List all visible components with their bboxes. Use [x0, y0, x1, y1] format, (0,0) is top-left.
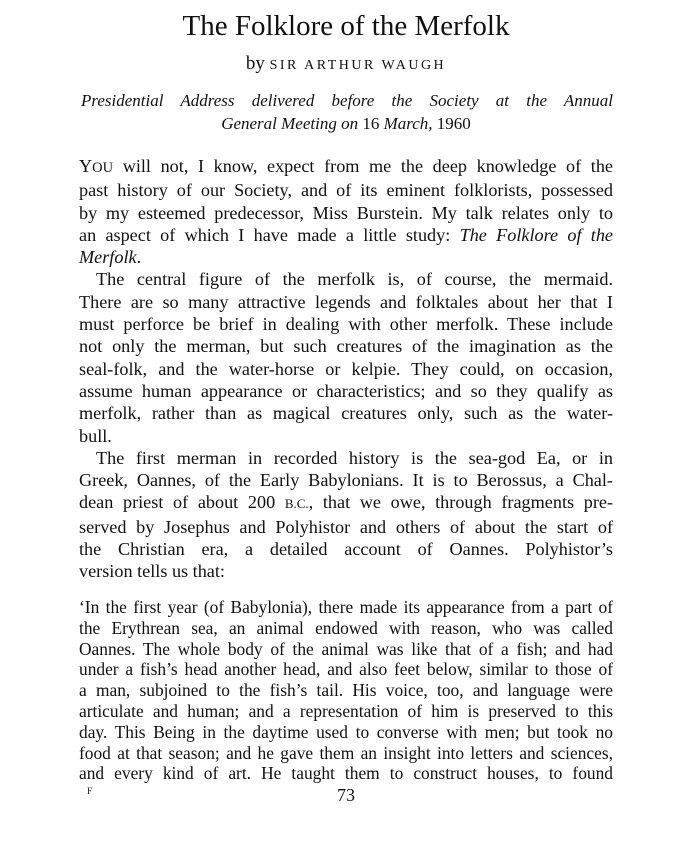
block-quote: [79, 597, 613, 784]
article-subtitle: [79, 89, 613, 135]
signature-mark: F: [87, 786, 93, 796]
quote-line: the Erythrean sea, an animal endowed with reason, who was called: [79, 617, 613, 638]
line-text: dean priest of about: [79, 492, 248, 513]
subtitle-month: March,: [379, 114, 437, 133]
line-text: , that we owe, through fragments pre-: [308, 492, 614, 513]
lead-cap: Y: [79, 156, 93, 176]
text-line: version tells us that:: [79, 561, 225, 582]
era-abbrev: B.C.: [284, 496, 309, 512]
subtitle-line-1: Presidential Address delivered before the Society at the Annual: [81, 91, 613, 110]
text-line: by my esteemed predecessor, Miss Burstein. My talk relates only to: [79, 202, 613, 223]
paragraph-2: [79, 268, 613, 446]
quote-line: under a fish’s head another head, and also feet below, similar to those of: [79, 659, 613, 680]
line-text: an aspect of which I have made a little study:: [79, 224, 460, 245]
year-number: 200: [247, 492, 276, 513]
text-line: The first merman in recorded history is the sea-god Ea, or in: [96, 447, 613, 468]
subtitle-day: 16: [362, 114, 380, 133]
text-line: [79, 491, 613, 515]
quote-line: Oannes. The whole body of the animal was like that of a fish; and had: [79, 638, 613, 659]
paragraph-3: [79, 447, 613, 583]
subtitle-line-2: [221, 114, 471, 133]
subtitle-year: 1960: [436, 114, 471, 133]
text-line: merfolk, rather than as magical creatures only, such as the water-: [79, 403, 613, 424]
text-line: [79, 246, 613, 268]
author-name: SIR ARTHUR WAUGH: [269, 58, 447, 73]
text-line: [79, 224, 613, 246]
text-line: past history of our Society, and of its eminent folklorists, possessed: [79, 180, 613, 201]
article-title: The Folklore of the Merfolk: [182, 10, 510, 42]
paragraph-1: [79, 155, 613, 268]
line-text: .: [136, 247, 142, 268]
text-line: not only the merman, but such creatures of the imagination as the: [79, 336, 613, 357]
quote-line: articulate and human; and a representation of him is preserved to this: [79, 700, 613, 721]
article-body: [79, 155, 613, 583]
lead-smallcaps: OU: [92, 160, 114, 176]
text-line: seal-folk, and the water-horse or kelpie. They could, on occasion,: [79, 358, 613, 379]
text-line: There are so many attractive legends and folktales about her that I: [79, 291, 613, 312]
text-line: Greek, Oannes, of the Early Babylonians. It is to Berossus, a Chal-: [79, 470, 613, 491]
text-line: served by Josephus and Polyhistor and others of about the start of: [79, 516, 613, 537]
text-line: [79, 155, 613, 179]
italic-book-title-end: Merfolk: [79, 247, 137, 268]
italic-book-title: The Folklore of the: [459, 224, 613, 245]
text-line: the Christian era, a detailed account of Oannes. Polyhistor’s: [79, 539, 613, 560]
quote-line: day. This Being in the daytime used to converse with men; but took no: [79, 721, 613, 742]
subtitle-text: General Meeting on: [221, 114, 363, 133]
quote-line: a man, subjoined to the fish’s tail. His voice, too, and language were: [79, 680, 613, 701]
line-text: will not, I know, expect from me the deep knowledge of the: [113, 156, 613, 176]
text-line: bull.: [79, 425, 112, 446]
quote-line: and every kind of art. He taught them to construct houses, to found: [79, 763, 613, 784]
text-line: must perforce be brief in dealing with other merfolk. These include: [79, 314, 613, 335]
byline-prefix: by: [245, 53, 265, 74]
quote-line: ‘In the first year (of Babylonia), there made its appearance from a part of: [79, 597, 613, 617]
text-line: The central figure of the merfolk is, of course, the mermaid.: [96, 269, 613, 290]
text-line: assume human appearance or characteristics; and so they qualify as: [79, 380, 613, 401]
quote-line: food at that season; and he gave them an insight into letters and sciences,: [79, 742, 613, 763]
byline: [79, 52, 613, 78]
page-number: 73: [337, 785, 355, 805]
